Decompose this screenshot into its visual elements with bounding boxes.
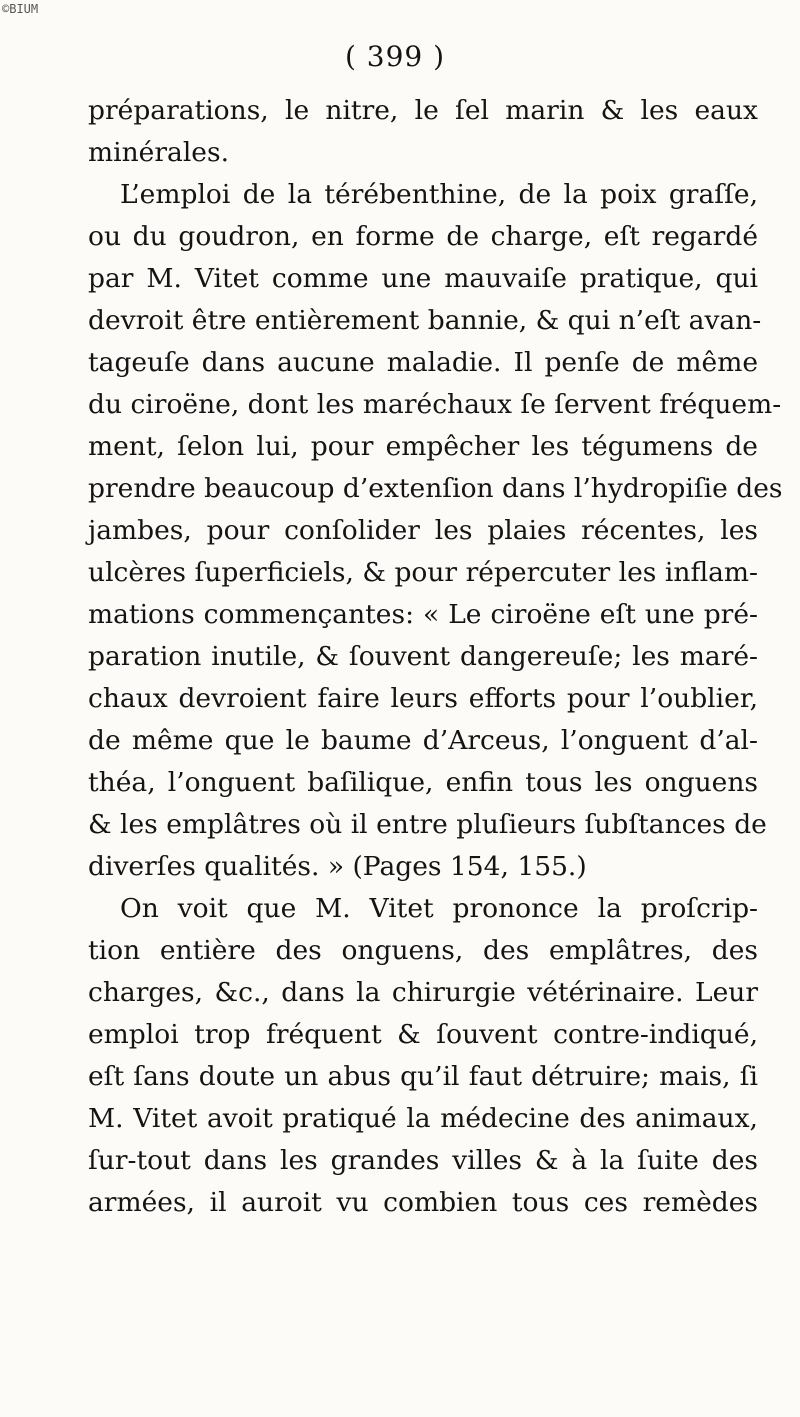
text-line: diverſes qualités. » (Pages 154, 155.) <box>88 851 587 882</box>
text-line: eſt ſans doute un abus qu’il faut détruire; mais, ſi <box>88 1061 758 1092</box>
body-text <box>88 90 783 1224</box>
text-line: ulcères ſuperficiels, & pour répercuter les inflam- <box>88 557 758 588</box>
text-line: emploi trop fréquent & ſouvent contre-indiqué, <box>88 1019 758 1050</box>
text-line: & les emplâtres où il entre pluſieurs ſubſtances de <box>88 809 767 840</box>
text-line: mations commençantes: « Le ciroëne eſt une pré- <box>88 599 758 630</box>
watermark: ©BIUM <box>2 2 39 16</box>
text-line: L’emploi de la térébenthine, de la poix graſſe, <box>120 179 758 210</box>
text-line: de même que le baume d’Arceus, l’onguent d’al- <box>88 725 758 756</box>
text-line: On voit que M. Vitet prononce la proſcrip- <box>120 893 758 924</box>
text-line: par M. Vitet comme une mauvaiſe pratique, qui <box>88 263 758 294</box>
text-line: tageuſe dans aucune maladie. Il penſe de même <box>88 347 758 378</box>
page-number: ( 399 ) <box>344 40 446 73</box>
text-line: du ciroëne, dont les maréchaux ſe ſervent fréquem- <box>88 389 782 420</box>
text-line: tion entière des onguens, des emplâtres, des <box>88 935 758 966</box>
text-line: chaux devroient faire leurs efforts pour l’oublier, <box>88 683 758 714</box>
text-line: M. Vitet avoit pratiqué la médecine des animaux, <box>88 1103 758 1134</box>
text-line: prendre beaucoup d’extenſion dans l’hydropiſie des <box>88 473 783 504</box>
text-line: préparations, le nitre, le ſel marin & les eaux <box>88 95 758 126</box>
text-line: ſur-tout dans les grandes villes & à la ſuite des <box>88 1145 758 1176</box>
text-line: ment, ſelon lui, pour empêcher les tégumens de <box>88 431 758 462</box>
text-line: jambes, pour conſolider les plaies récentes, les <box>88 515 758 546</box>
text-line: minérales. <box>88 137 230 168</box>
text-line: théa, l’onguent baſilique, enfin tous les onguens <box>88 767 758 798</box>
text-line: charges, &c., dans la chirurgie vétérinaire. Leur <box>88 977 758 1008</box>
text-line: armées, il auroit vu combien tous ces remèdes <box>88 1187 758 1218</box>
text-line: paration inutile, & ſouvent dangereuſe; les maré- <box>88 641 758 672</box>
text-line: ou du goudron, en forme de charge, eſt regardé <box>88 221 758 252</box>
text-line: devroit être entièrement bannie, & qui n’eſt avan- <box>88 305 762 336</box>
